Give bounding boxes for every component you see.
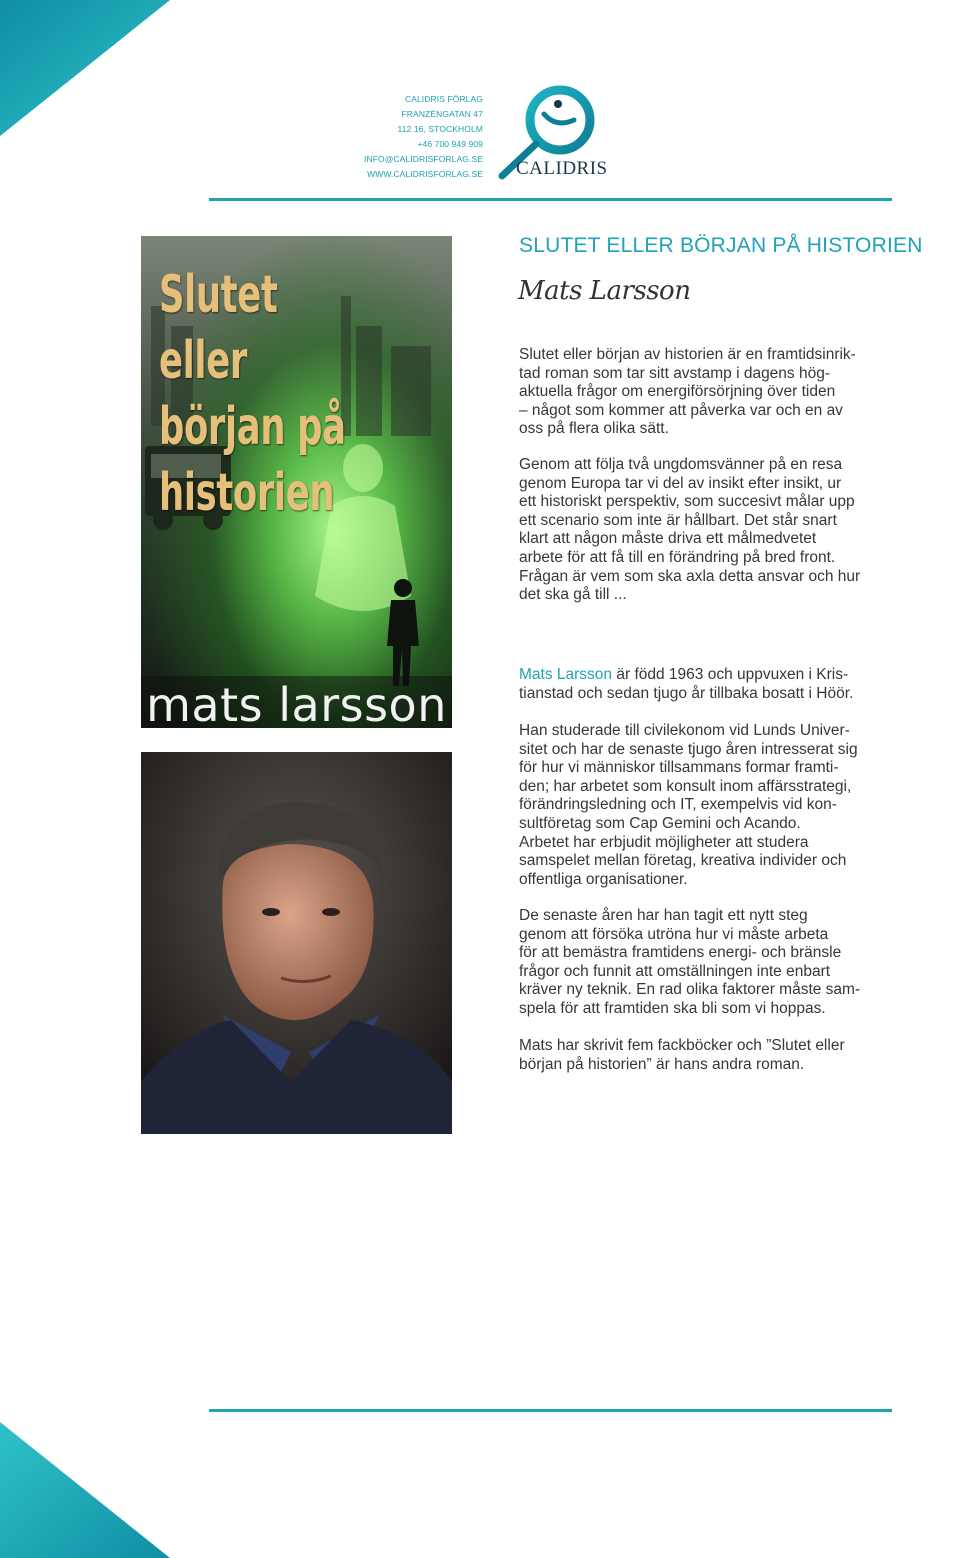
cover-title-line: början på [159, 397, 346, 457]
author-signature: Mats Larsson [518, 276, 691, 306]
bio-paragraph-career [519, 722, 929, 889]
bio-intro-paragraph [519, 666, 929, 703]
publisher-email[interactable]: INFO@CALIDRISFORLAG.SE [364, 154, 483, 164]
text-line: Slutet eller början av historien är en framtidsinrik- [519, 346, 856, 363]
corner-triangle-top-left [0, 0, 175, 140]
text-line: den; har arbetet som konsult inom affärsstrategi, [519, 777, 852, 795]
text-line: sitet och har de senaste tjugo åren intresserat sig [519, 740, 858, 758]
text-span: är född 1963 och uppvuxen i Kris- [612, 666, 849, 683]
book-title: SLUTET ELLER BÖRJAN PÅ HISTORIEN [519, 234, 923, 257]
synopsis-paragraph-1 [519, 346, 929, 439]
text-line: oss på flera olika sätt. [519, 420, 669, 438]
logo-wordmark: CALIDRIS [516, 158, 608, 179]
text-line: sultföretag som Cap Gemini och Acando. [519, 814, 801, 832]
publisher-phone[interactable]: +46 700 949 909 [417, 139, 483, 149]
text-line [519, 666, 929, 685]
bio-paragraph-energy [519, 907, 929, 1019]
text-line: arbete för att få till en förändring på bred front. [519, 548, 836, 566]
text-line: offentliga organisationer. [519, 870, 688, 888]
text-line: tianstad och sedan tjugo år tillbaka bosatt i Höör. [519, 684, 854, 702]
text-line: Mats har skrivit fem fackböcker och ”Slutet eller [519, 1037, 845, 1054]
author-portrait-image [141, 752, 452, 1134]
text-line: genom Europa tar vi del av insikt efter insikt, ur [519, 474, 842, 492]
text-line: genom att försöka utröna hur vi måste arbeta [519, 925, 829, 943]
text-line: Arbetet har erbjudit möjligheter att studera [519, 833, 809, 851]
text-line: för hur vi människor tillsammans formar framti- [519, 759, 839, 777]
text-line: – något som kommer att påverka var och en av [519, 401, 843, 419]
text-line: tad roman som tar sitt avstamp i dagens hög- [519, 364, 831, 382]
text-line: ett scenario som inte är hållbart. Det står snart [519, 511, 837, 529]
cover-title [159, 262, 356, 526]
cover-title-line: historien [159, 463, 335, 523]
publisher-street: FRANZÉNGATAN 47 [401, 109, 483, 119]
text-line: spela för att framtiden ska bli som vi hoppas. [519, 999, 826, 1017]
text-line: Han studerade till civilekonom vid Lunds Univer- [519, 722, 850, 739]
text-line: Frågan är vem som ska axla detta ansvar och hur [519, 567, 861, 585]
text-line: De senaste åren har han tagit ett nytt steg [519, 907, 808, 924]
bottom-divider [209, 1409, 892, 1412]
text-line: början på historien” är hans andra roman. [519, 1055, 805, 1073]
portrait-illustration [141, 752, 452, 1134]
publisher-name: CALIDRIS FÖRLAG [404, 94, 483, 104]
publisher-contact [364, 92, 483, 182]
text-line: för att bemästra framtidens energi- och bränsle [519, 944, 842, 962]
book-cover-image [141, 236, 452, 728]
cover-title-line: Slutet eller [159, 265, 278, 391]
text-line: samspelet mellan företag, kreativa individer och [519, 852, 847, 870]
bio-paragraph-books [519, 1037, 929, 1074]
text-line: det ska gå till ... [519, 586, 627, 604]
publisher-city: 112 16, STOCKHOLM [397, 124, 483, 134]
author-name-highlight: Mats Larsson [519, 666, 613, 683]
text-line: frågor och funnit att omställningen inte enbart [519, 962, 831, 980]
text-line: Genom att följa två ungdomsvänner på en resa [519, 456, 843, 473]
synopsis-paragraph-2 [519, 456, 929, 605]
text-line: klart att någon måste driva ett målmedvetet [519, 530, 817, 548]
text-line: förändringsledning och IT, exempelvis vid kon- [519, 796, 837, 814]
text-line: aktuella frågor om energiförsörjning över tiden [519, 383, 836, 401]
text-line: kräver ny teknik. En rad olika faktorer måste sam- [519, 981, 861, 999]
cover-author: mats larsson [146, 678, 447, 728]
corner-triangle-bottom-left [0, 1418, 175, 1558]
publisher-website[interactable]: WWW.CALIDRISFORLAG.SE [367, 169, 483, 179]
text-line: ett historiskt perspektiv, som succesivt målar upp [519, 493, 855, 511]
top-divider [209, 198, 892, 201]
